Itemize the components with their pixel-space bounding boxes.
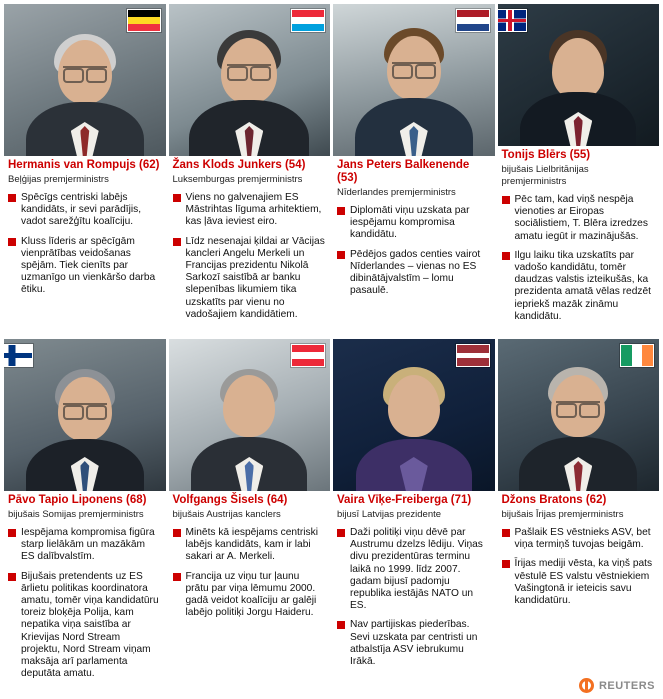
candidate-card[interactable]	[4, 4, 166, 334]
note-item: Minēts kā iespējams centriski labējs kandidāts, kam ir labi sakari ar A. Merkeli.	[173, 527, 326, 564]
candidate-notes	[4, 525, 166, 694]
note-item: Bijušais pretendents uz ES ārlietu politikas koordinatora amatu, tomēr viņa kandidatūru toreiz bloķēja Polija, kam nepatika viņa saistība ar Krievijas Nord Stream projektu, Nord Stream viņam maksāja arī parlamenta deputāta amatu.	[8, 571, 161, 681]
candidate-name: Hermanis van Rompujs (62)	[8, 159, 160, 171]
note-item: Spēcīgs centriski labējs kandidāts, ir sevi parādījis, vadot sarežģītu koalīciju.	[8, 192, 161, 229]
latvia-flag-icon	[456, 344, 490, 367]
candidate-card[interactable]	[169, 4, 331, 334]
candidate-card[interactable]	[169, 339, 331, 694]
note-item: Diplomāti viņu uzskata par iespējamu kompromisa kandidātu.	[337, 205, 490, 242]
note-item: Nav partijiskas piederības. Sevi uzskata par centristi un atbalstīja ASV iebrukumu Irākā.	[337, 619, 490, 668]
note-item: Daži politiķi viņu dēvē par Austrumu dzelzs lēdiju. Viņas divu prezidentūras terminu laikā no 1999. līdz 2007. gadam bijusī padomju republika iestājās NATO un ES.	[337, 527, 490, 612]
candidate-notes	[333, 525, 495, 694]
candidate-photo	[4, 339, 166, 491]
netherlands-flag-icon	[456, 9, 490, 32]
candidate-photo	[169, 4, 331, 156]
candidate-notes	[169, 525, 331, 694]
belgium-flag-icon	[127, 9, 161, 32]
candidate-role: bijušais Īrijas premjerministrs	[498, 508, 660, 525]
note-item: Viens no galvenajiem ES Māstrihtas līguma arhitektiem, kas ļāva ieviest eiro.	[173, 192, 326, 229]
reuters-label: REUTERS	[598, 679, 655, 692]
candidate-photo	[4, 4, 166, 156]
note-item: Līdz nesenajai ķildai ar Vācijas kancleri Angelu Merkeli un Francijas prezidentu Nikolā Sarkozī saistībā ar banku slepenības likumiem tika uzskatīts par vienu no vadošajiem kandidātiem.	[173, 236, 326, 321]
candidate-role: bijusī Latvijas prezidente	[333, 508, 495, 525]
note-item: Pēc tam, kad viņš nespēja vienoties ar Eiropas sociālistiem, T. Blēra izredzes amatu iegūt ir mazinājušās.	[502, 194, 655, 243]
candidate-card[interactable]	[333, 339, 495, 694]
note-item: Kluss līderis ar spēcīgām vienprātības veidošanas spējām. Tiek cienīts par uzmanīgo un vienkāršo darba ētiku.	[8, 236, 161, 297]
candidate-photo	[333, 339, 495, 491]
candidate-card[interactable]	[333, 4, 495, 334]
candidate-photo	[498, 339, 660, 491]
candidate-photo	[333, 4, 495, 156]
candidate-role: bijušais Lielbritānijas premjerministrs	[498, 163, 660, 192]
note-item: Pēdējos gados centies vairot Nīderlandes – vienas no ES dibinātājvalstīm – lomu pasaulē.	[337, 249, 490, 298]
candidate-role: bijušais Austrijas kanclers	[169, 508, 331, 525]
candidate-photo	[498, 4, 660, 146]
note-item: Pašlaik ES vēstnieks ASV, bet viņa termiņš tuvojas beigām.	[502, 527, 655, 551]
candidate-name: Džons Bratons (62)	[501, 494, 607, 506]
note-item: Iespējama kompromisa figūra starp lielākām un mazākām ES dalībvalstīm.	[8, 527, 161, 564]
candidate-name: Vaira Vīķe-Freiberga (71)	[337, 494, 472, 506]
reuters-logo-icon	[579, 678, 594, 693]
austria-flag-icon	[291, 344, 325, 367]
ireland-flag-icon	[620, 344, 654, 367]
candidate-role: Beļģijas premjerministrs	[4, 173, 166, 190]
candidate-name: Pāvo Tapio Liponens (68)	[8, 494, 147, 506]
candidate-role: Nīderlandes premjerministrs	[333, 186, 495, 203]
candidate-role: bijušais Somijas premjerministrs	[4, 508, 166, 525]
uk-flag-icon	[498, 9, 527, 32]
reuters-attribution	[579, 678, 655, 693]
candidate-card[interactable]	[498, 339, 660, 694]
candidate-card[interactable]	[4, 339, 166, 694]
candidate-name: Žans Klods Junkers (54)	[172, 159, 306, 171]
candidate-role: Luksemburgas premjerministrs	[169, 173, 331, 190]
candidate-notes	[333, 203, 495, 334]
candidate-notes	[498, 525, 660, 694]
candidate-name: Volfgangs Šisels (64)	[172, 494, 288, 506]
candidate-notes	[498, 192, 660, 334]
candidate-photo	[169, 339, 331, 491]
note-item: Ilgu laiku tika uzskatīts par vadošo kandidātu, tomēr daudzas valstis izteikušās, ka prezidenta amatā vēlas redzēt iepriekš mazāk zināmu kandidātu.	[502, 250, 655, 323]
candidate-name: Jans Peters Balkenende (53)	[337, 159, 470, 184]
finland-flag-icon	[4, 344, 33, 367]
candidate-notes	[4, 190, 166, 334]
note-item: Īrijas mediji vēsta, ka viņš pats vēstulē ES valstu vēstniekiem Vašingtonā ir ieteicis savu kandidatūru.	[502, 558, 655, 607]
candidate-name: Tonijs Blērs (55)	[501, 148, 591, 161]
luxembourg-flag-icon	[291, 9, 325, 32]
note-item: Francija uz viņu tur ļaunu prātu par viņa lēmumu 2000. gadā veidot koalīciju ar galēji labējo politiķi Jorgu Haideru.	[173, 571, 326, 620]
candidate-notes	[169, 190, 331, 334]
candidate-card[interactable]	[498, 4, 660, 334]
